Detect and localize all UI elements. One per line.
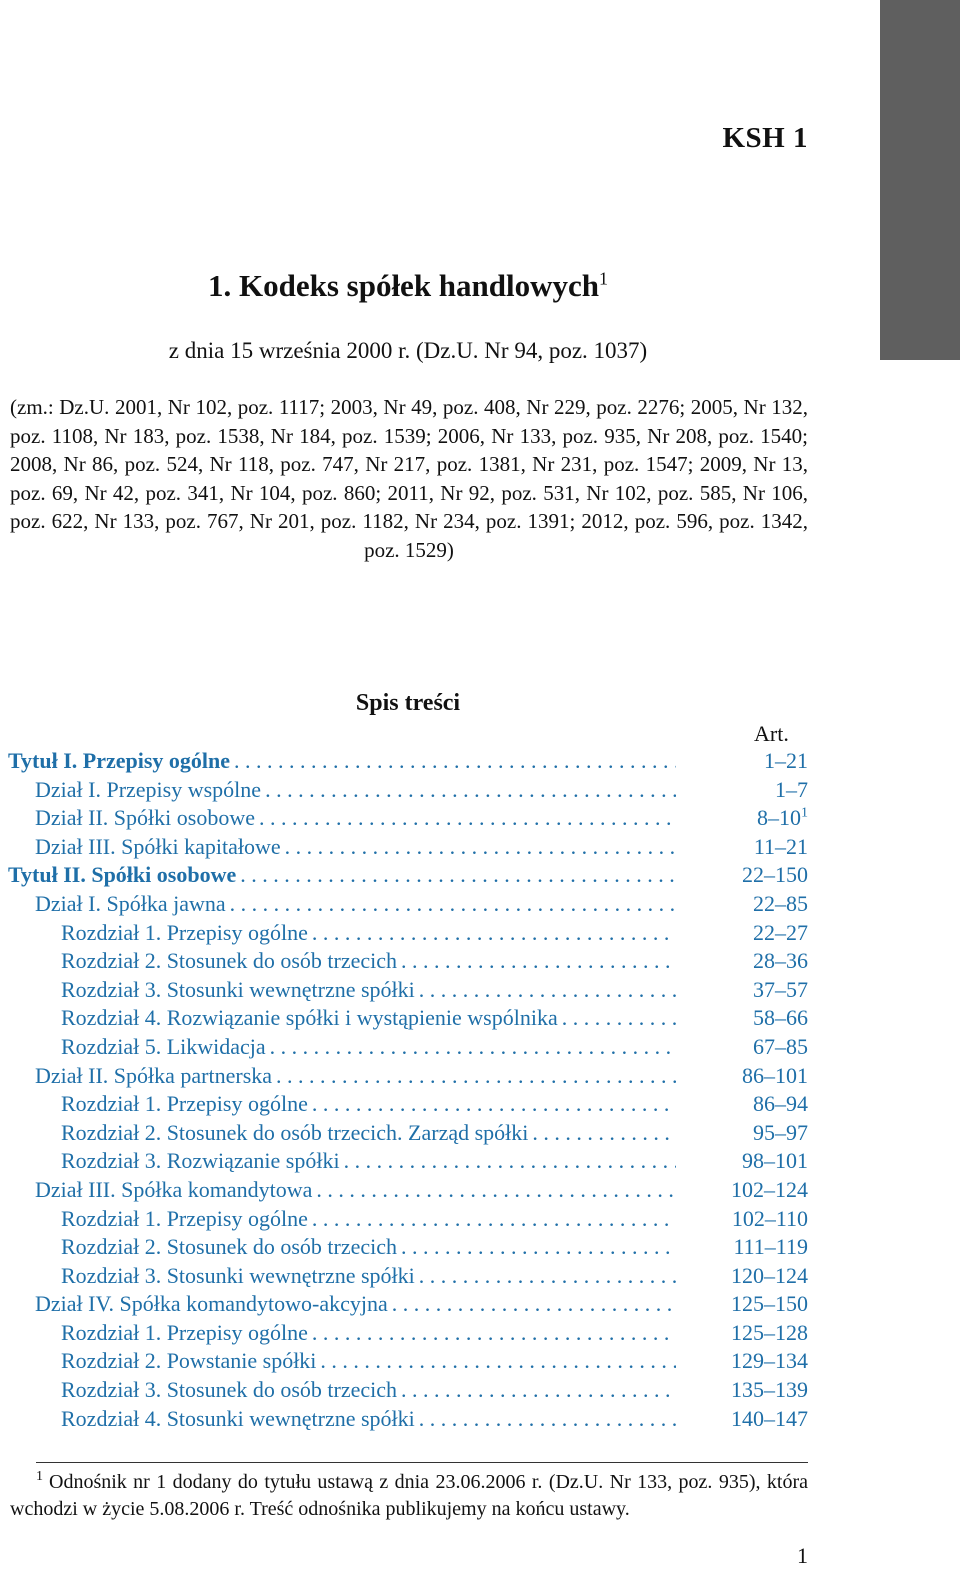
toc-dot-leader	[320, 1348, 676, 1374]
toc-entry-range[interactable]	[718, 1263, 808, 1289]
toc-entry-range-text: 140–147	[731, 1405, 808, 1431]
footnote-mark: 1	[36, 1469, 43, 1485]
toc-entry-range[interactable]	[718, 1034, 808, 1060]
page-number: 1	[797, 1543, 808, 1568]
toc-entry-range-text: 102–124	[731, 1176, 808, 1202]
chapter-thumb-tab	[880, 0, 960, 360]
toc-entry-range[interactable]	[718, 1348, 808, 1374]
toc-entry-range[interactable]	[718, 1091, 808, 1117]
toc-entry-range-text: 125–150	[731, 1291, 808, 1317]
toc-entry-label[interactable]: Rozdział 5. Likwidacja	[61, 1033, 266, 1059]
toc-entry-label[interactable]: Dział I. Przepisy wspólne	[35, 776, 262, 802]
toc-dot-leader	[401, 1377, 676, 1403]
toc-entry-range[interactable]	[718, 777, 808, 803]
document-title	[0, 268, 816, 304]
toc-entry[interactable]	[8, 805, 808, 834]
toc-entry-range-text: 8–10	[757, 805, 801, 831]
toc-dot-leader	[532, 1120, 676, 1146]
toc-entry-range-text: 86–94	[753, 1091, 808, 1117]
toc-dot-leader	[259, 805, 676, 831]
toc-dot-leader	[392, 1291, 676, 1317]
toc-entry[interactable]	[8, 1406, 808, 1435]
toc-entry-range[interactable]	[718, 1177, 808, 1203]
toc-entry[interactable]	[8, 948, 808, 977]
footnote-text: Odnośnik nr 1 dodany do tytułu ustawą z dnia 23.06.2006 r. (Dz.U. Nr 133, poz. 935), która wchodzi w życie 5.08.2006 r. Treść odnośnika publikujemy na końcu ustawy.	[10, 1471, 808, 1520]
toc-entry[interactable]	[8, 1320, 808, 1349]
toc-entry-label[interactable]: Dział II. Spółki osobowe	[35, 805, 255, 831]
toc-entry-label[interactable]: Rozdział 2. Stosunek do osób trzecich. Zarząd spółki	[61, 1119, 529, 1145]
toc-entry-label[interactable]: Rozdział 3. Rozwiązanie spółki	[61, 1148, 340, 1174]
toc-entry-label[interactable]: Rozdział 2. Stosunek do osób trzecich	[61, 1234, 398, 1260]
toc-entry[interactable]	[8, 862, 808, 891]
toc-dot-leader	[234, 748, 676, 774]
toc-entry[interactable]	[8, 1063, 808, 1092]
toc-entry-range[interactable]	[718, 891, 808, 917]
toc-dot-leader	[265, 777, 676, 803]
toc-entry[interactable]	[8, 1034, 808, 1063]
toc-entry-label[interactable]: Dział IV. Spółka komandytowo-akcyjna	[35, 1291, 388, 1317]
toc-dot-leader	[312, 1320, 676, 1346]
toc-heading: Spis treści	[355, 690, 461, 716]
toc-entry-range[interactable]	[718, 1063, 808, 1089]
toc-entry[interactable]	[8, 1234, 808, 1263]
toc-entry-range-text: 37–57	[753, 976, 808, 1002]
toc-entry[interactable]	[8, 1148, 808, 1177]
toc-entry-label[interactable]: Rozdział 2. Powstanie spółki	[61, 1348, 317, 1374]
toc-entry-label[interactable]: Dział III. Spółki kapitałowe	[35, 833, 281, 859]
toc-entry[interactable]	[8, 748, 808, 777]
toc-entry-range[interactable]	[718, 1234, 808, 1260]
toc-entry-range-text: 98–101	[742, 1148, 808, 1174]
toc-entry-range-text: 22–27	[753, 919, 808, 945]
toc-entry-range-text: 1–7	[775, 776, 808, 802]
toc-entry-range-text: 120–124	[731, 1262, 808, 1288]
toc-dot-leader	[312, 1206, 676, 1232]
toc-entry-label[interactable]: Rozdział 1. Przepisy ogólne	[61, 1205, 308, 1231]
toc-entry-label[interactable]: Rozdział 2. Stosunek do osób trzecich	[61, 948, 398, 974]
toc-entry-range-text: 11–21	[753, 833, 808, 859]
toc-entry-label[interactable]: Dział III. Spółka komandytowa	[35, 1176, 313, 1202]
toc-entry-label[interactable]: Rozdział 1. Przepisy ogólne	[61, 1091, 308, 1117]
toc-entry-range-text: 67–85	[753, 1033, 808, 1059]
title-footnote-mark[interactable]: 1	[599, 268, 609, 289]
toc-entry-range-text: 95–97	[753, 1119, 808, 1145]
toc-entry-label[interactable]: Rozdział 1. Przepisy ogólne	[61, 919, 308, 945]
toc-entry-range-text: 1–21	[764, 748, 808, 773]
toc-entry[interactable]	[8, 977, 808, 1006]
toc-entry-range[interactable]	[718, 920, 808, 946]
toc-dot-leader	[270, 1034, 676, 1060]
toc-entry-label[interactable]: Rozdział 1. Przepisy ogólne	[61, 1319, 308, 1345]
toc-dot-leader	[240, 862, 676, 888]
toc-dot-leader	[312, 920, 676, 946]
toc-entry[interactable]	[8, 1206, 808, 1235]
toc-entry-label[interactable]: Rozdział 4. Rozwiązanie spółki i wystąpienie wspólnika	[61, 1005, 558, 1031]
toc-entry-range[interactable]	[718, 748, 808, 774]
footnote-separator	[36, 1462, 808, 1463]
toc-entry-label[interactable]: Dział II. Spółka partnerska	[35, 1062, 273, 1088]
toc-dot-leader	[419, 1263, 676, 1289]
toc-dot-leader	[312, 1091, 676, 1117]
toc-entry-range[interactable]	[718, 1291, 808, 1317]
toc-entry-range-text: 135–139	[731, 1377, 808, 1403]
toc-entry-range[interactable]	[718, 1377, 808, 1403]
toc-entry-label[interactable]: Dział I. Spółka jawna	[35, 890, 226, 916]
toc-entry[interactable]	[8, 1177, 808, 1206]
toc-entry[interactable]	[8, 891, 808, 920]
toc-entry[interactable]	[8, 1377, 808, 1406]
toc-column-label: Art.	[754, 721, 789, 746]
document-title-text: 1. Kodeks spółek handlowych	[207, 268, 600, 303]
amendments-list: (zm.: Dz.U. 2001, Nr 102, poz. 1117; 2003, Nr 49, poz. 408, Nr 229, poz. 2276; 2005, Nr 132, poz. 1108, Nr 183, poz. 1538, Nr 184, poz. 1539; 2006, Nr 133, poz. 935, Nr 208, poz. 1540; 2008, Nr 86, poz. 524, Nr 118, poz. 747, Nr 217, poz. 1381, Nr 231, poz. 1547; 2009, Nr 13, poz. 69, Nr 42, poz. 341, Nr 104, poz. 860; 2011, Nr 92, poz. 531, Nr 102, poz. 585, Nr 106, poz. 622, Nr 133, poz. 767, Nr 201, poz. 1182, Nr 234, poz. 1391; 2012, poz. 596, poz. 1342, poz. 1529)	[10, 395, 808, 562]
toc-entry-range[interactable]	[718, 805, 808, 831]
table-of-contents	[8, 748, 808, 1434]
toc-entry[interactable]	[8, 1120, 808, 1149]
toc-dot-leader	[285, 834, 676, 860]
toc-entry-range-text: 22–85	[753, 890, 808, 916]
toc-entry-label[interactable]: Rozdział 3. Stosunki wewnętrzne spółki	[61, 976, 415, 1002]
toc-entry-label[interactable]: Rozdział 4. Stosunki wewnętrzne spółki	[61, 1405, 415, 1431]
toc-entry-range-text: 125–128	[731, 1319, 808, 1345]
toc-entry-range[interactable]	[718, 1406, 808, 1432]
toc-entry-range-text: 129–134	[731, 1348, 808, 1374]
toc-entry-range[interactable]	[718, 834, 808, 860]
toc-entry[interactable]	[8, 1091, 808, 1120]
toc-entry-range[interactable]	[718, 1206, 808, 1232]
toc-entry[interactable]	[8, 1291, 808, 1320]
running-header: KSH 1	[722, 122, 808, 154]
toc-dot-leader	[401, 948, 676, 974]
toc-entry-range[interactable]	[718, 1320, 808, 1346]
toc-dot-leader	[562, 1005, 676, 1031]
toc-entry-range-text: 111–119	[733, 1234, 808, 1260]
toc-dot-leader	[401, 1234, 676, 1260]
toc-entry-range[interactable]	[718, 1148, 808, 1174]
toc-entry-range[interactable]	[718, 977, 808, 1003]
toc-entry-label[interactable]: Tytuł I. Przepisy ogólne	[8, 748, 231, 773]
toc-entry-range-text: 102–110	[731, 1205, 808, 1231]
toc-entry[interactable]	[8, 834, 808, 863]
toc-entry-range[interactable]	[718, 1120, 808, 1146]
toc-entry-label[interactable]: Tytuł II. Spółki osobowe	[8, 862, 237, 888]
toc-entry-range-text: 22–150	[742, 862, 808, 888]
toc-dot-leader	[419, 1406, 676, 1432]
toc-entry-range-text: 28–36	[753, 948, 808, 974]
toc-dot-leader	[316, 1177, 676, 1203]
toc-entry[interactable]	[8, 1348, 808, 1377]
toc-entry-range-text: 58–66	[753, 1005, 808, 1031]
toc-entry[interactable]	[8, 777, 808, 806]
toc-entry-range-text: 86–101	[742, 1062, 808, 1088]
toc-entry-label[interactable]: Rozdział 3. Stosunki wewnętrzne spółki	[61, 1262, 415, 1288]
toc-dot-leader	[230, 891, 676, 917]
toc-entry[interactable]	[8, 1005, 808, 1034]
footnote	[10, 1469, 808, 1523]
toc-dot-leader	[419, 977, 676, 1003]
document-subtitle: z dnia 15 września 2000 r. (Dz.U. Nr 94, poz. 1037)	[168, 338, 648, 363]
toc-dot-leader	[276, 1063, 676, 1089]
toc-entry-label[interactable]: Rozdział 3. Stosunek do osób trzecich	[61, 1377, 398, 1403]
toc-entry-range-superscript: 1	[801, 805, 808, 821]
toc-entry-range[interactable]	[718, 948, 808, 974]
toc-entry[interactable]	[8, 920, 808, 949]
toc-entry-range[interactable]	[718, 1005, 808, 1031]
toc-dot-leader	[344, 1148, 676, 1174]
toc-entry[interactable]	[8, 1263, 808, 1292]
toc-entry-range[interactable]	[718, 862, 808, 888]
